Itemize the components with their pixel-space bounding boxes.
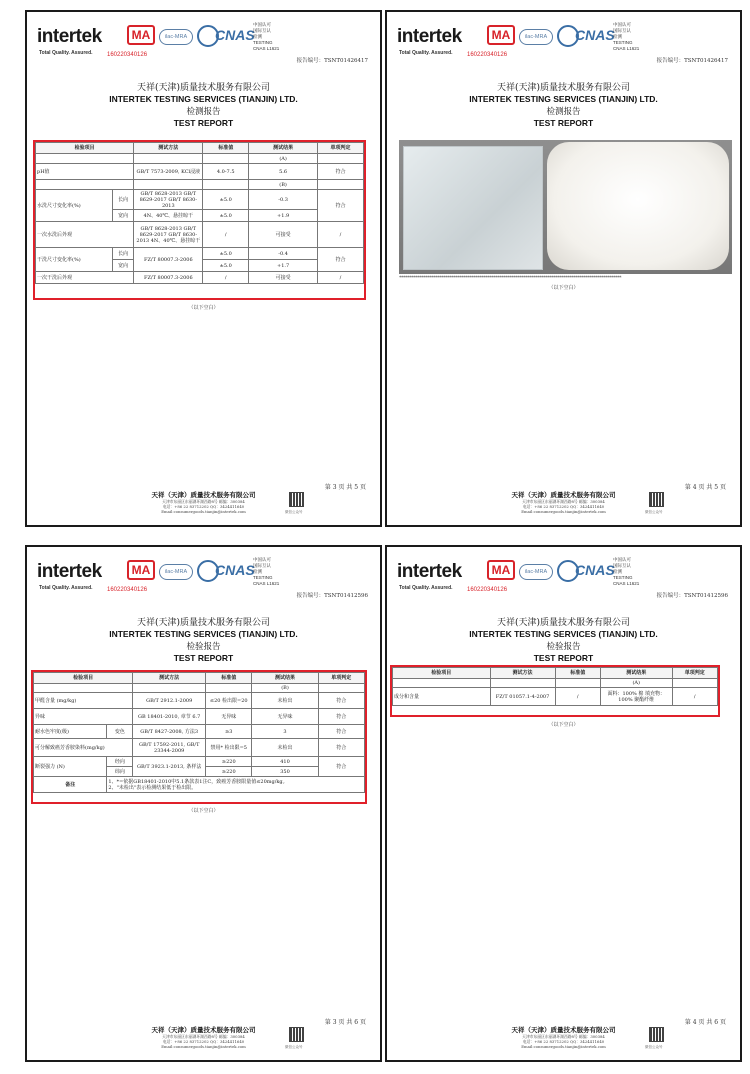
ma-number: 160220340126 [467,52,508,58]
report-page-4 [385,545,742,1062]
table-row: 一次干洗后外观 FZ/T 80007.3-2006 / 可接受 / [36,272,364,284]
cnas-logo: CNAS [575,27,615,43]
table-row: 异味 GB 18401-2010, 章节 6.7 无异味 无异味 符合 [34,709,365,725]
table-row: 宽向 4N、40℃、悬挂晾干 ±5.0 +1.9 [36,210,364,222]
report-header [395,555,732,605]
ma-mark-icon: MA [127,25,155,45]
report-page-2 [385,10,742,527]
ilac-mra-icon: ilac-MRA [159,29,193,45]
results-table [33,672,365,793]
table-row: 成分和含量 FZ/T 01057.1-4-2007 / 面料：100% 棉 填充物：100% 聚酯纤维 / [393,688,718,706]
blank-note: （以下空白） [188,808,219,814]
intertek-logo: intertek [37,26,102,47]
packaged-pillow-image [403,146,543,270]
cnas-accreditation-text: 中国认可 国际互认 检测 TESTING CNAS L1621 [253,22,280,51]
table-row: 断裂强力 (N) 经向 GB/T 3923.1-2013, 条样法 ≥220 410 符合 [34,757,365,767]
company-heading [387,80,740,128]
table-row: pH值 GB/T 7573-2009, KCl浸液 4.0-7.5 5.6 符合 [36,164,364,180]
ilac-mra-icon: ilac-MRA [519,29,553,45]
report-number: 报告编号：TSNT01426417 [296,58,368,64]
highlighted-results-table [33,140,366,300]
table-row: (B) [34,684,365,693]
report-page-3 [25,545,382,1062]
blank-note: （以下空白） [548,722,579,728]
ma-mark-icon: MA [487,560,515,580]
report-number: 报告编号：TSNT01412596 [656,593,728,599]
ilac-mra-icon: ilac-MRA [519,564,553,580]
ma-mark-icon: MA [127,560,155,580]
cnas-logo: CNAS [575,562,615,578]
company-name-en: INTERTEK TESTING SERVICES (TIANJIN) LTD. [109,629,298,639]
report-page-1 [25,10,382,527]
pillow-image [547,142,729,270]
company-name-en: INTERTEK TESTING SERVICES (TIANJIN) LTD. [469,94,658,104]
cnas-logo: CNAS [215,562,255,578]
report-number: 报告编号：TSNT01412596 [296,593,368,599]
cnas-logo: CNAS [215,27,255,43]
tagline: Total Quality. Assured. [39,585,93,591]
page-number: 第 3 页 共 5 页 [324,484,366,491]
company-heading [27,615,380,663]
qr-code-icon [289,1027,304,1042]
report-title-en: TEST REPORT [533,653,594,663]
ma-mark-icon: MA [487,25,515,45]
page-number: 第 4 页 共 5 页 [684,484,726,491]
table-header-row: 检验项目 测试方法 标准值 测试结果 单项判定 [36,143,364,154]
report-title-cn: 检测报告 [546,107,581,117]
company-heading [27,80,380,128]
report-title-cn: 检验报告 [186,642,221,652]
sample-photo [399,140,732,274]
table-row: 水洗尺寸变化率(%) 长向 GB/T 8628-2013 GB/T 8629-2017 GB/T 8630-2013 ±5.0 -0.3 符合 [36,190,364,210]
tagline: Total Quality. Assured. [399,50,453,56]
blank-note: （以下空白） [188,305,219,311]
cnas-accreditation-text: 中国认可 国际互认 检测 TESTING CNAS L1621 [253,557,280,586]
qr-caption: 微信公众号 [285,510,303,514]
table-row: 耐水色牢度(级) 变色 GB/T 8427-2008, 方法3 ≥3 3 符合 [34,725,365,739]
table-row: 一次水洗后外观 GB/T 8628-2013 GB/T 8629-2017 GB/T 8630-2013 4N、40℃、悬挂晾干 / 可接受 / [36,222,364,248]
qr-caption: 微信公众号 [285,1045,303,1049]
report-title-cn: 检验报告 [546,642,581,652]
table-row: 纬向 ≥220 350 [34,767,365,777]
page-number: 第 3 页 共 6 页 [324,1019,366,1026]
qr-code-icon [289,492,304,507]
report-title-en: TEST REPORT [173,118,234,128]
qr-code-icon [649,492,664,507]
report-header [395,20,732,70]
tagline: Total Quality. Assured. [39,50,93,56]
table-row: 干洗尺寸变化率(%) 长向 FZ/T 80007.3-2006 ±5.0 -0.4 符合 [36,248,364,260]
table-row: 宽向 ±5.0 +1.7 [36,260,364,272]
highlighted-results-table [390,665,720,717]
company-heading [387,615,740,663]
results-table [392,667,718,706]
report-footer: 天祥（天津）质量技术服务有限公司 天津市东丽区东丽湖环湖西路8号 邮编：300384 电话：+86 22 83712202 QQ：3424411640 Email:consumergoods.tianjin@intertek.com [511,491,616,514]
report-footer: 天祥（天津）质量技术服务有限公司 天津市东丽区东丽湖环湖西路8号 邮编：300384 电话：+86 22 83712202 QQ：3424411640 Email:consumergoods.tianjin@intertek.com [151,491,256,514]
blank-note: （以下空白） [548,285,579,291]
table-row: (B) [36,180,364,190]
qr-caption: 微信公众号 [645,510,663,514]
separator-line: *************************************************************************************************************** [399,275,621,281]
company-name-en: INTERTEK TESTING SERVICES (TIANJIN) LTD. [469,629,658,639]
page-number: 第 4 页 共 6 页 [684,1019,726,1026]
intertek-logo: intertek [37,561,102,582]
cnas-accreditation-text: 中国认可 国际互认 检测 TESTING CNAS L1621 [613,557,640,586]
highlighted-results-table [31,670,367,804]
results-table [35,142,364,284]
company-name-cn: 天祥(天津)质量技术服务有限公司 [496,618,631,628]
ilac-mra-icon: ilac-MRA [159,564,193,580]
report-footer: 天祥（天津）质量技术服务有限公司 天津市东丽区东丽湖环湖西路8号 邮编：300384 电话：+86 22 83712202 QQ：3424411640 Email:consumergoods.tianjin@intertek.com [511,1026,616,1049]
remarks-row: 备注 1、*=依据GB18401-2010中5.1条款表1注C，致癌芳香胺限量值≤20mg/kg。 2、"未检出"表示检测结果低于检出限。 [34,777,365,793]
ma-number: 160220340126 [467,587,508,593]
report-footer: 天祥（天津）质量技术服务有限公司 天津市东丽区东丽湖环湖西路8号 邮编：300384 电话：+86 22 83712202 QQ：3424411640 Email:consumergoods.tianjin@intertek.com [151,1026,256,1049]
report-header [35,555,372,605]
company-name-cn: 天祥(天津)质量技术服务有限公司 [496,83,631,93]
qr-caption: 微信公众号 [645,1045,663,1049]
company-name-cn: 天祥(天津)质量技术服务有限公司 [136,618,271,628]
tagline: Total Quality. Assured. [399,585,453,591]
intertek-logo: intertek [397,26,462,47]
table-row: 甲醛含量 (mg/kg) GB/T 2912.1-2009 ≤20 检出限=20 未检出 符合 [34,693,365,709]
report-title-en: TEST REPORT [533,118,594,128]
table-header-row: 检验项目 测试方法 标准值 测试结果 单项判定 [34,673,365,684]
company-name-cn: 天祥(天津)质量技术服务有限公司 [136,83,271,93]
table-row: (A) [36,154,364,164]
table-row: 可分解致癌芳香胺染料(mg/kg) GB/T 17592-2011, GB/T 23344-2009 禁用* 检出限=5 未检出 符合 [34,739,365,757]
ma-number: 160220340126 [107,587,148,593]
report-title-en: TEST REPORT [173,653,234,663]
qr-code-icon [649,1027,664,1042]
report-number: 报告编号：TSNT01426417 [656,58,728,64]
table-header-row: 检验项目 测试方法 标准值 测试结果 单项判定 [393,668,718,679]
company-name-en: INTERTEK TESTING SERVICES (TIANJIN) LTD. [109,94,298,104]
table-row: (A) [393,679,718,688]
report-title-cn: 检测报告 [186,107,221,117]
cnas-accreditation-text: 中国认可 国际互认 检测 TESTING CNAS L1621 [613,22,640,51]
ma-number: 160220340126 [107,52,148,58]
report-header [35,20,372,70]
intertek-logo: intertek [397,561,462,582]
